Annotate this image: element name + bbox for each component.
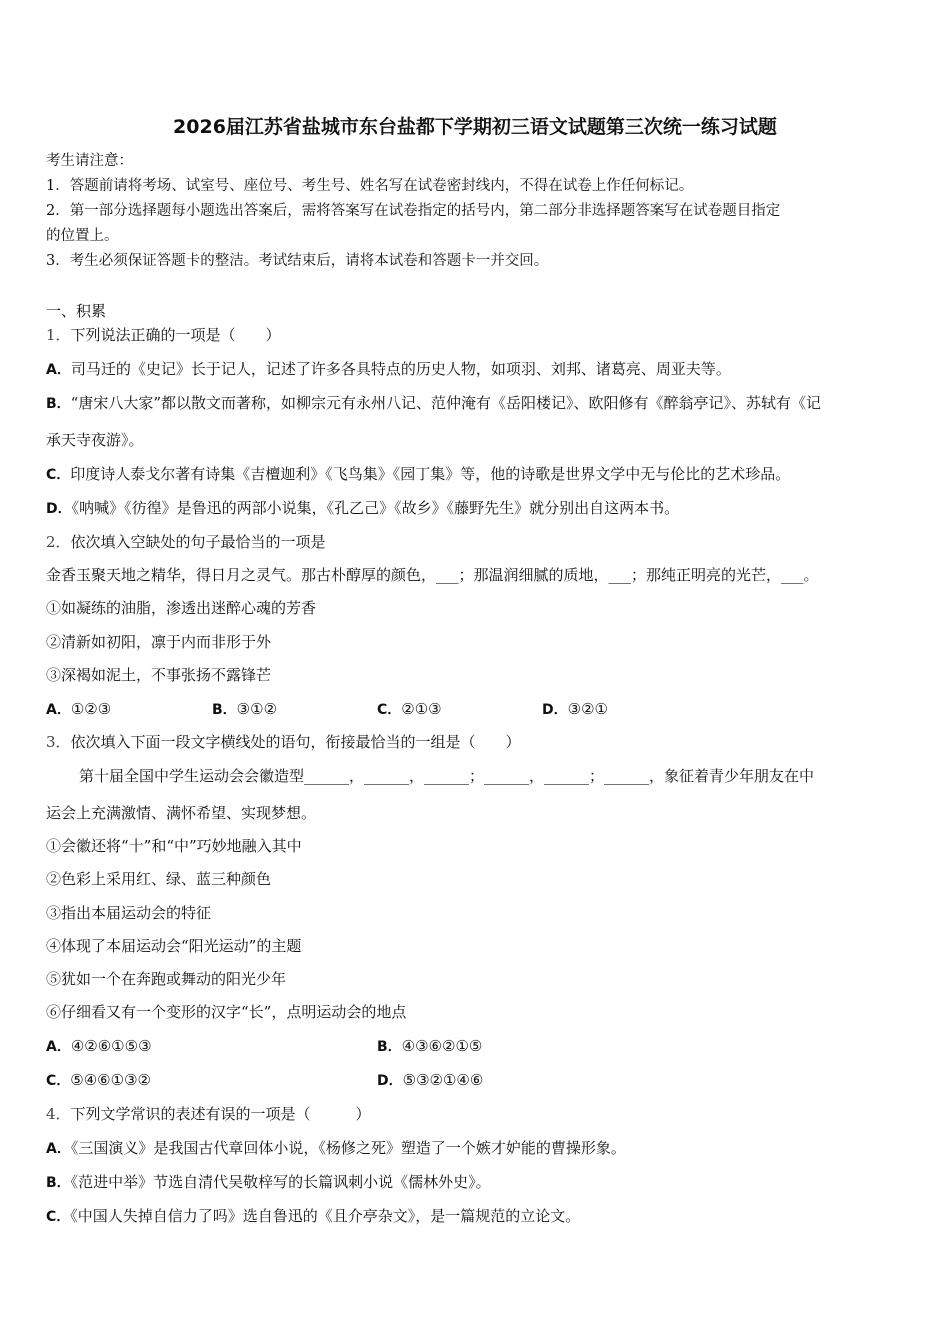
- q3-sentence-6: ⑥仔细看又有一个变形的汉字“长”，点明运动会的地点: [46, 1003, 407, 1021]
- q3-sentence-3: ③指出本届运动会的特征: [46, 904, 212, 922]
- option-text: ③②①: [567, 700, 608, 718]
- option-label: B．: [377, 1039, 402, 1055]
- option-text: 司马迁的《史记》长于记人，记述了许多各具特点的历史人物，如项羽、刘邦、诸葛亮、周亚夫等。: [70, 360, 731, 378]
- q2-option-a: [46, 698, 111, 721]
- option-label: D．: [377, 1073, 403, 1089]
- q2-option-c: [377, 698, 442, 721]
- question-stem: 下列文学常识的表述有误的一项是（ ）: [70, 1105, 371, 1123]
- q3-option-c: [46, 1069, 151, 1092]
- option-text: 《中国人失掉自信力了吗》选自鲁迅的《且介亭杂文》，是一篇规范的立论文。: [70, 1207, 581, 1225]
- q3-sentence-4: ④体现了本届运动会“阳光运动”的主题: [46, 937, 302, 955]
- q2-sentence-2: ②清新如初阳，凛于内而非形于外: [46, 633, 272, 651]
- option-label: D．: [542, 702, 568, 718]
- notice-heading: 考生请注意：: [46, 153, 133, 169]
- option-label: C．: [377, 702, 402, 718]
- option-label: C．: [46, 1073, 71, 1089]
- q1-option-d: [46, 497, 679, 520]
- question-number: 4．: [46, 1105, 71, 1123]
- option-text: ④②⑥①⑤③: [70, 1037, 152, 1055]
- option-label: B．: [46, 1175, 71, 1191]
- q2-option-d: [542, 698, 608, 721]
- notice-item-3: 3．考生必须保证答题卡的整洁。考试结束后，请将本试卷和答题卡一并交回。: [46, 253, 549, 269]
- option-text: 印度诗人泰戈尔著有诗集《吉檀迦利》《飞鸟集》《园丁集》等，他的诗歌是世界文学中无与伦比的艺术珍品。: [70, 465, 791, 483]
- question-4: [46, 1103, 371, 1125]
- page-title: 2026届江苏省盐城市东台盐都下学期初三语文试题第三次统一练习试题: [173, 116, 777, 138]
- notice-item-2: 2．第一部分选择题每小题选出答案后，需将答案写在试卷指定的括号内，第二部分非选择题答案写在试卷题目指定: [46, 203, 781, 219]
- option-label: A．: [46, 1141, 71, 1157]
- q3-sentence-1: ①会徽还将“十”和“中”巧妙地融入其中: [46, 837, 302, 855]
- question-number: 2．: [46, 533, 71, 551]
- option-text: ⑤③②①④⑥: [402, 1071, 484, 1089]
- q3-passage-cont: 运会上充满激情、满怀希望、实现梦想。: [46, 804, 317, 822]
- q4-option-b: [46, 1171, 491, 1194]
- q3-sentence-5: ⑤犹如一个在奔跑或舞动的阳光少年: [46, 970, 287, 988]
- q3-option-a: [46, 1035, 152, 1058]
- q2-sentence-3: ③深褐如泥土，不事张扬不露锋芒: [46, 666, 272, 684]
- section-heading: 一、积累: [46, 302, 107, 320]
- option-text: ①②③: [70, 700, 112, 718]
- option-label: A．: [46, 702, 71, 718]
- question-1: [46, 324, 281, 346]
- q3-option-d: [377, 1069, 483, 1092]
- q1-option-a: [46, 358, 731, 381]
- option-label: A．: [46, 1039, 71, 1055]
- option-text: ③①②: [236, 700, 278, 718]
- q3-passage: 第十届全国中学生运动会会徽造型______，______，______；______，______；______，象征着青少年朋友在中: [79, 767, 815, 785]
- option-label: A．: [46, 362, 71, 378]
- q1-option-b: [46, 392, 821, 415]
- option-label: B．: [46, 396, 71, 412]
- q2-sentence-1: ①如凝练的油脂，渗透出迷醉心魂的芳香: [46, 599, 317, 617]
- option-text: “唐宋八大家”都以散文而著称，如柳宗元有永州八记、范仲淹有《岳阳楼记》、欧阳修有《醉翁亭记》、苏轼有《记: [70, 394, 822, 412]
- option-text: 《三国演义》是我国古代章回体小说，《杨修之死》塑造了一个嫉才妒能的曹操形象。: [70, 1139, 626, 1157]
- question-stem: 依次填入下面一段文字横线处的语句，衔接最恰当的一组是（ ）: [70, 733, 521, 751]
- option-label: B．: [212, 702, 237, 718]
- option-text: 《呐喊》《彷徨》是鲁迅的两部小说集，《孔乙己》《故乡》《藤野先生》就分别出自这两本书。: [71, 499, 680, 517]
- question-3: [46, 731, 521, 753]
- q2-passage: 金香玉聚天地之精华，得日月之灵气。那古朴醇厚的颜色，___；那温润细腻的质地，___；那纯正明亮的光芒，___。: [46, 566, 819, 584]
- option-label: C．: [46, 467, 71, 483]
- question-stem: 依次填入空缺处的句子最恰当的一项是: [70, 533, 326, 551]
- notice-item-1: 1．答题前请将考场、试室号、座位号、考生号、姓名写在试卷密封线内，不得在试卷上作任何标记。: [46, 178, 694, 194]
- question-number: 1．: [46, 326, 71, 344]
- q3-option-b: [377, 1035, 482, 1058]
- option-label: C．: [46, 1209, 71, 1225]
- q4-option-c: [46, 1205, 580, 1228]
- option-text: ②①③: [401, 700, 442, 718]
- option-label: D．: [46, 501, 72, 517]
- q3-sentence-2: ②色彩上采用红、绿、蓝三种颜色: [46, 870, 272, 888]
- option-text: 《范进中举》节选自清代吴敬梓写的长篇讽刺小说《儒林外史》。: [70, 1173, 491, 1191]
- q4-option-a: [46, 1137, 626, 1160]
- option-text: ⑤④⑥①③②: [70, 1071, 151, 1089]
- q1-option-c: [46, 463, 790, 486]
- q1-option-b-cont: 承天寺夜游》。: [46, 431, 144, 449]
- q2-option-b: [212, 698, 277, 721]
- question-number: 3．: [46, 733, 71, 751]
- option-text: ④③⑥②①⑤: [401, 1037, 483, 1055]
- notice-item-2-cont: 的位置上。: [46, 228, 119, 244]
- question-stem: 下列说法正确的一项是（ ）: [70, 326, 281, 344]
- question-2: [46, 531, 326, 553]
